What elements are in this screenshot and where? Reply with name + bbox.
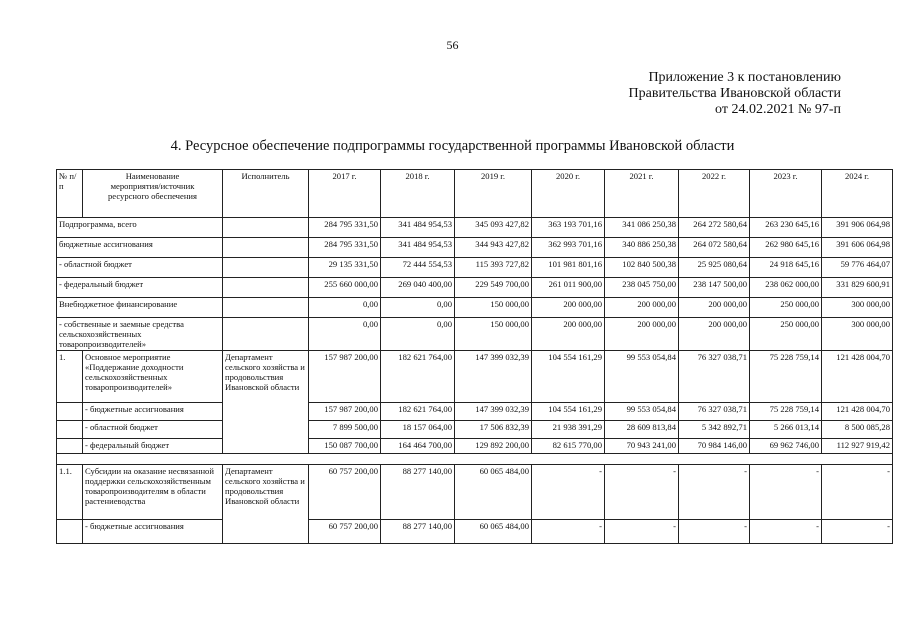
cell-value: 263 230 645,16	[750, 218, 822, 238]
row-executor: Департамент сельского хозяйства и продовольствия Ивановской области	[223, 351, 309, 454]
cell-value: 262 980 645,16	[750, 238, 822, 258]
table-row	[57, 421, 893, 439]
cell-value: 284 795 331,50	[309, 238, 381, 258]
cell-value: 261 011 900,00	[532, 278, 605, 298]
cell-value: -	[679, 520, 750, 544]
row-name: - областной бюджет	[57, 258, 223, 278]
cell-value: 238 147 500,00	[679, 278, 750, 298]
cell-value: 60 065 484,00	[455, 520, 532, 544]
cell-value: 70 943 241,00	[605, 439, 679, 454]
cell-value: 345 093 427,82	[455, 218, 532, 238]
cell-value: -	[605, 520, 679, 544]
table-row	[57, 318, 893, 351]
cell-value: 60 757 200,00	[309, 465, 381, 520]
row-number: 1.	[57, 351, 83, 403]
row-executor	[223, 278, 309, 298]
row-executor	[223, 238, 309, 258]
cell-value: 264 272 580,64	[679, 218, 750, 238]
cell-value: 104 554 161,29	[532, 403, 605, 421]
cell-value: -	[822, 520, 893, 544]
column-header-name: Наименование мероприятия/источник ресурсного обеспечения	[83, 170, 223, 218]
cell-value: 264 072 580,64	[679, 238, 750, 258]
cell-value: 200 000,00	[605, 298, 679, 318]
row-name: - федеральный бюджет	[83, 439, 223, 454]
cell-value: 72 444 554,53	[381, 258, 455, 278]
cell-value: 200 000,00	[679, 318, 750, 351]
cell-value: 99 553 054,84	[605, 403, 679, 421]
column-header-year: 2019 г.	[455, 170, 532, 218]
row-executor	[223, 318, 309, 351]
table-row	[57, 520, 893, 544]
cell-value: 150 000,00	[455, 298, 532, 318]
cell-value: 88 277 140,00	[381, 465, 455, 520]
cell-value: 5 266 013,14	[750, 421, 822, 439]
cell-value: 150 000,00	[455, 318, 532, 351]
row-name: - собственные и заемные средства сельскохозяйственных товаропроизводителей»	[57, 318, 223, 351]
row-number: 1.1.	[57, 465, 83, 520]
row-number	[57, 520, 83, 544]
table-row	[57, 278, 893, 298]
cell-value: 344 943 427,82	[455, 238, 532, 258]
cell-value: -	[750, 465, 822, 520]
cell-value: 363 193 701,16	[532, 218, 605, 238]
table-row	[57, 351, 893, 403]
cell-value: 29 135 331,50	[309, 258, 381, 278]
cell-value: 284 795 331,50	[309, 218, 381, 238]
cell-value: 229 549 700,00	[455, 278, 532, 298]
cell-value: 102 840 500,38	[605, 258, 679, 278]
cell-value: 129 892 200,00	[455, 439, 532, 454]
column-header-year: 2022 г.	[679, 170, 750, 218]
cell-value: 59 776 464,07	[822, 258, 893, 278]
cell-value: 362 993 701,16	[532, 238, 605, 258]
row-name: Основное мероприятие «Поддержание доходности сельскохозяйственных товаропроизводителей»	[83, 351, 223, 403]
row-name: - областной бюджет	[83, 421, 223, 439]
table-row	[57, 218, 893, 238]
annex-header	[629, 70, 841, 118]
table-row	[57, 439, 893, 454]
cell-value: -	[679, 465, 750, 520]
cell-value: 150 087 700,00	[309, 439, 381, 454]
cell-value: 147 399 032,39	[455, 351, 532, 403]
table-row	[57, 403, 893, 421]
cell-value: 7 899 500,00	[309, 421, 381, 439]
row-executor: Департамент сельского хозяйства и продовольствия Ивановской области	[223, 465, 309, 544]
row-name: Подпрограмма, всего	[57, 218, 223, 238]
cell-value: 147 399 032,39	[455, 403, 532, 421]
cell-value: 0,00	[381, 298, 455, 318]
cell-value: 99 553 054,84	[605, 351, 679, 403]
row-name: бюджетные ассигнования	[57, 238, 223, 258]
cell-value: 8 500 085,28	[822, 421, 893, 439]
table-row	[57, 258, 893, 278]
cell-value: 182 621 764,00	[381, 351, 455, 403]
cell-value: -	[532, 520, 605, 544]
table-row	[57, 238, 893, 258]
cell-value: 25 925 080,64	[679, 258, 750, 278]
cell-value: 269 040 400,00	[381, 278, 455, 298]
column-header-executor: Исполнитель	[223, 170, 309, 218]
cell-value: 200 000,00	[532, 318, 605, 351]
cell-value: 340 886 250,38	[605, 238, 679, 258]
cell-value: 0,00	[309, 298, 381, 318]
column-header-no: № п/п	[57, 170, 83, 218]
annex-line-1: Приложение 3 к постановлению	[648, 70, 841, 85]
row-number	[57, 403, 83, 421]
cell-value: 17 506 832,39	[455, 421, 532, 439]
cell-value: 60 065 484,00	[455, 465, 532, 520]
cell-value: -	[605, 465, 679, 520]
cell-value: 21 938 391,29	[532, 421, 605, 439]
cell-value: 82 615 770,00	[532, 439, 605, 454]
row-name: Субсидии на оказание несвязанной поддержки сельскохозяйственным товаропроизводителям в области растениеводства	[83, 465, 223, 520]
cell-value: 121 428 004,70	[822, 403, 893, 421]
cell-value: 76 327 038,71	[679, 351, 750, 403]
cell-value: 69 962 746,00	[750, 439, 822, 454]
table-row	[57, 465, 893, 520]
cell-value: 164 464 700,00	[381, 439, 455, 454]
cell-value: 391 906 064,98	[822, 218, 893, 238]
row-name: - бюджетные ассигнования	[83, 403, 223, 421]
row-name: - бюджетные ассигнования	[83, 520, 223, 544]
resource-table	[56, 169, 893, 544]
cell-value: 157 987 200,00	[309, 351, 381, 403]
cell-value: 331 829 600,91	[822, 278, 893, 298]
cell-value: 300 000,00	[822, 298, 893, 318]
table-header-row	[57, 170, 893, 218]
cell-value: 70 984 146,00	[679, 439, 750, 454]
cell-value: 200 000,00	[679, 298, 750, 318]
cell-value: 157 987 200,00	[309, 403, 381, 421]
cell-value: 76 327 038,71	[679, 403, 750, 421]
cell-value: 18 157 064,00	[381, 421, 455, 439]
cell-value: 104 554 161,29	[532, 351, 605, 403]
cell-value: 88 277 140,00	[381, 520, 455, 544]
cell-value: -	[750, 520, 822, 544]
cell-value: 60 757 200,00	[309, 520, 381, 544]
cell-value: 238 062 000,00	[750, 278, 822, 298]
table-row	[57, 298, 893, 318]
cell-value: 5 342 892,71	[679, 421, 750, 439]
cell-value: 255 660 000,00	[309, 278, 381, 298]
page-number: 56	[446, 38, 459, 52]
cell-value: 341 086 250,38	[605, 218, 679, 238]
cell-value: 115 393 727,82	[455, 258, 532, 278]
row-executor	[223, 298, 309, 318]
column-header-year: 2017 г.	[309, 170, 381, 218]
section-title: 4. Ресурсное обеспечение подпрограммы государственной программы Ивановской области	[170, 138, 735, 154]
cell-value: 28 609 813,84	[605, 421, 679, 439]
cell-value: 250 000,00	[750, 318, 822, 351]
row-executor	[223, 218, 309, 238]
column-header-year: 2021 г.	[605, 170, 679, 218]
column-header-year: 2024 г.	[822, 170, 893, 218]
annex-line-2: Правительства Ивановской области	[628, 86, 841, 101]
cell-value: 200 000,00	[605, 318, 679, 351]
cell-value: 250 000,00	[750, 298, 822, 318]
row-number	[57, 439, 83, 454]
cell-value: 341 484 954,53	[381, 218, 455, 238]
cell-value: 0,00	[381, 318, 455, 351]
row-number	[57, 421, 83, 439]
cell-value: 182 621 764,00	[381, 403, 455, 421]
cell-value: 200 000,00	[532, 298, 605, 318]
row-name: - федеральный бюджет	[57, 278, 223, 298]
cell-value: 300 000,00	[822, 318, 893, 351]
cell-value: 121 428 004,70	[822, 351, 893, 403]
table-spacer-row	[57, 454, 893, 465]
cell-value: 75 228 759,14	[750, 403, 822, 421]
row-name: Внебюджетное финансирование	[57, 298, 223, 318]
column-header-year: 2018 г.	[381, 170, 455, 218]
cell-value: 24 918 645,16	[750, 258, 822, 278]
cell-value: 0,00	[309, 318, 381, 351]
cell-value: -	[822, 465, 893, 520]
row-executor	[223, 258, 309, 278]
cell-value: -	[532, 465, 605, 520]
cell-value: 101 981 801,16	[532, 258, 605, 278]
cell-value: 341 484 954,53	[381, 238, 455, 258]
column-header-year: 2023 г.	[750, 170, 822, 218]
column-header-year: 2020 г.	[532, 170, 605, 218]
cell-value: 112 927 919,42	[822, 439, 893, 454]
annex-line-3: от 24.02.2021 № 97-п	[715, 102, 841, 117]
cell-value: 238 045 750,00	[605, 278, 679, 298]
cell-value: 75 228 759,14	[750, 351, 822, 403]
cell-value: 391 606 064,98	[822, 238, 893, 258]
